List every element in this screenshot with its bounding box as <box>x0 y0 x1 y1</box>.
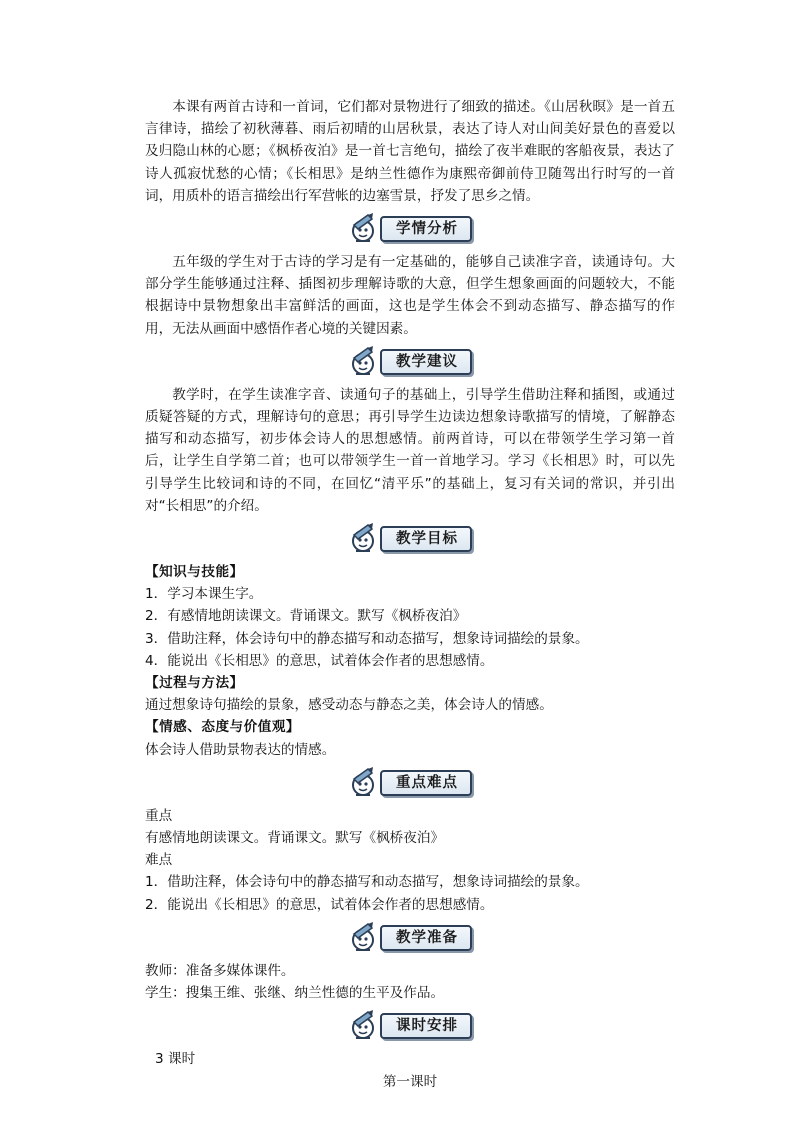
emotion-text: 体会诗人借助景物表达的情感。 <box>145 741 336 758</box>
process-heading: 【过程与方法】 <box>145 675 244 692</box>
teacher-prep: 教师：准备多媒体课件。 <box>145 962 295 979</box>
first-lesson-heading: 第一课时 <box>382 1073 438 1090</box>
section-title: 重点难点 <box>380 770 472 796</box>
intro-paragraph: 本课有两首古诗和一首词，它们都对景物进行了细致的描述。《山居秋暝》是一首五言律诗，描绘了初秋薄暮、雨后初晴的山居秋景，表达了诗人对山间美好景色的喜爱以及归隐山林的心愿；《枫桥夜泊》是一首七言绝句，描绘了夜半难眠的客船夜景，表达了诗人孤寂忧愁的心情；《长相思》是纳兰性德作为康熙帝御前侍卫随驾出行时写的一首词，用质朴的语言描绘出行军营帐的边塞雪景，抒发了思乡之情。 <box>145 99 675 204</box>
list-item: 2．能说出《长相思》的意思，试着体会作者的思想感情。 <box>145 896 494 913</box>
section-banner-mubiao <box>145 521 675 557</box>
list-item: 1．借助注释，体会诗句中的静态描写和动态描写，想象诗词描绘的景象。 <box>145 874 589 891</box>
list-item: 3．借助注释，体会诗句中的静态描写和动态描写，想象诗词描绘的景象。 <box>145 630 589 647</box>
knowledge-heading: 【知识与技能】 <box>145 564 244 581</box>
section-banner-zhongdian <box>145 765 675 801</box>
difficult-label: 难点 <box>145 852 173 869</box>
xueqing-paragraph: 五年级的学生对于古诗的学习是有一定基础的，能够自己读准字音，读通诗句。大部分学生能够通过注释、插图初步理解诗歌的大意，但学生想象画面的问题较大，不能根据诗中景物想象出丰富鲜活的画面，这也是学生体会不到动态描写、静态描写的作用，无法从画面中感悟作者心境的关键因素。 <box>145 254 675 337</box>
pencil-mascot-icon <box>348 765 386 801</box>
section-title: 教学准备 <box>380 925 472 951</box>
list-item: 2．有感情地朗读课文。背诵课文。默写《枫桥夜泊》 <box>145 608 467 625</box>
pencil-mascot-icon <box>348 211 386 247</box>
section-title: 学情分析 <box>380 216 472 242</box>
student-prep: 学生：搜集王维、张继、纳兰性德的生平及作品。 <box>145 985 445 1002</box>
process-text: 通过想象诗句描绘的景象，感受动态与静态之美，体会诗人的情感。 <box>145 697 553 714</box>
pencil-mascot-icon <box>348 920 386 956</box>
class-hours: 3 课时 <box>155 1051 196 1068</box>
section-banner-xueqing <box>145 211 675 247</box>
section-banner-zhunbei <box>145 920 675 956</box>
key-text: 有感情地朗读课文。背诵课文。默写《枫桥夜泊》 <box>145 830 445 847</box>
pencil-mascot-icon <box>348 344 386 380</box>
emotion-heading: 【情感、态度与价值观】 <box>145 719 301 736</box>
section-title: 教学目标 <box>380 526 472 552</box>
section-banner-jianyi <box>145 344 675 380</box>
lesson-content <box>145 96 675 1093</box>
section-banner-keshi <box>145 1008 675 1044</box>
jianyi-paragraph: 教学时，在学生读准字音、读通句子的基础上，引导学生借助注释和插图，或通过质疑答疑的方式，理解诗句的意思；再引导学生边读边想象诗歌描写的情境，了解静态描写和动态描写，初步体会诗人的思想感情。前两首诗，可以在带领学生学习第一首后，让学生自学第二首；也可以带领学生一首一首地学习。学习《长相思》时，可以先引导学生比较词和诗的不同，在回忆“清平乐”的基础上，复习有关词的常识，并引出对“长相思”的介绍。 <box>145 386 675 514</box>
list-item: 1．学习本课生字。 <box>145 586 263 603</box>
section-title: 教学建议 <box>380 349 472 375</box>
list-item: 4．能说出《长相思》的意思，试着体会作者的思想感情。 <box>145 652 494 669</box>
section-title: 课时安排 <box>380 1013 472 1039</box>
pencil-mascot-icon <box>348 1008 386 1044</box>
key-label: 重点 <box>145 807 173 824</box>
pencil-mascot-icon <box>348 521 386 557</box>
